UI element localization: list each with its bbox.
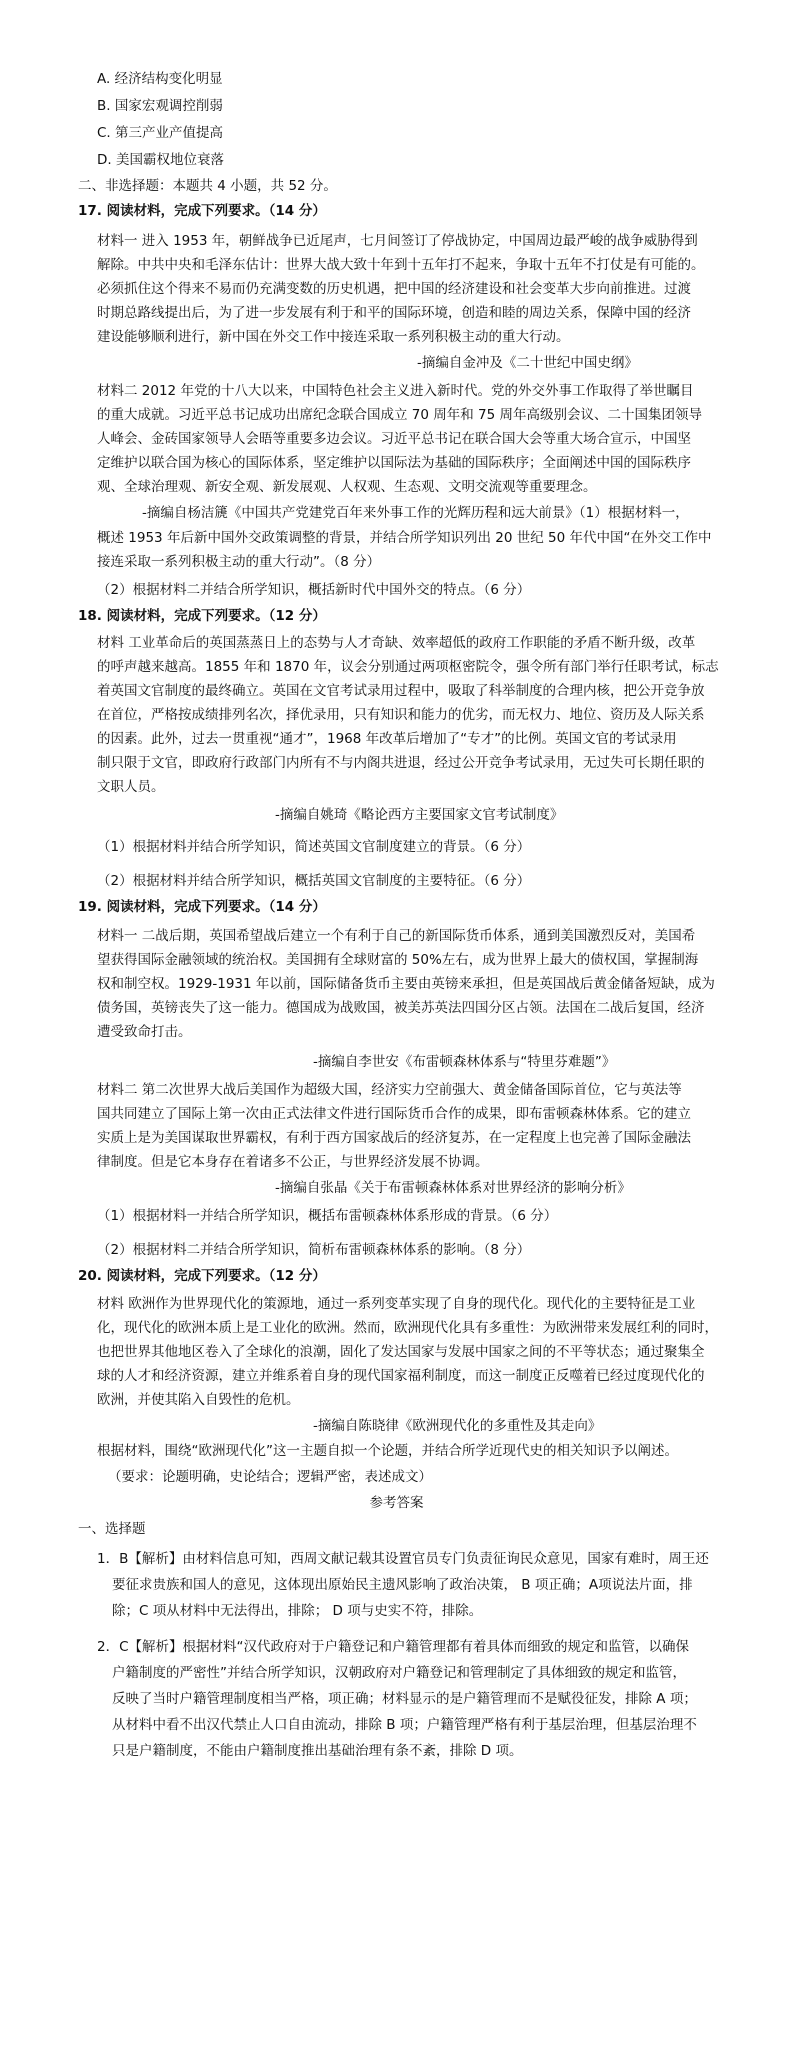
q19-m1-line: 权和制空权。1929-1931 年以前，国际储备货币主要由英镑来承担，但是英国战后黄金储备短缺，成为 [97, 976, 715, 992]
q18-material-line: 着英国文官制度的最终确立。英国在文官考试录用过程中，吸取了科举制度的合理内核，把公开竞争放 [97, 683, 705, 699]
q20-material-line: 球的人才和经济资源，建立并维系着自身的现代国家福利制度，而这一制度正反噬着已经过度现代化的 [97, 1368, 705, 1384]
q19-m2-line: 实质上是为美国谋取世界霸权，有利于西方国家战后的经济复苏，在一定程度上也完善了国际金融法 [97, 1130, 691, 1146]
q17-m1-line: 材料一 进入 1953 年，朝鲜战争已近尾声，七月间签订了停战协定，中国周边最严峻的战争威胁得到 [97, 233, 698, 249]
q20-task: 根据材料，围绕“欧洲现代化”这一主题自拟一个论题，并结合所学近现代史的相关知识予以阐述。 [97, 1443, 678, 1459]
q17-question-1: 概述 1953 年后新中国外交政策调整的背景，并结合所学知识列出 20 世纪 50 年代中国“在外交工作中 [97, 530, 712, 546]
q18-question-1: （1）根据材料并结合所学知识，简述英国文官制度建立的背景。（6 分） [97, 839, 531, 855]
q19-m1-line: 材料一 二战后期，英国希望战后建立一个有利于自己的新国际货币体系，通到美国激烈反对，美国希 [97, 928, 696, 944]
q19-m2-source: -摘编自张晶《关于布雷顿森林体系对世界经济的影响分析》 [275, 1180, 631, 1196]
section-2-title: 二、非选择题：本题共 4 小题，共 52 分。 [78, 178, 337, 194]
q17-m1-source: -摘编自金冲及《二十世纪中国史纲》 [417, 355, 638, 371]
q17-m1-line: 解除。中共中央和毛泽东估计：世界大战大致十年到十五年打不起来，争取十五年不打仗是有可能的。 [97, 257, 705, 273]
q17-m2-line: 材料二 2012 年党的十八大以来，中国特色社会主义进入新时代。党的外交外事工作取得了举世瞩目 [97, 383, 694, 399]
q17-title: 17. 阅读材料，完成下列要求。（14 分） [78, 203, 326, 219]
q18-material-line: 文职人员。 [97, 779, 165, 795]
q17-m2-source: -摘编自杨洁篪《中国共产党建党百年来外事工作的光辉历程和远大前景》（1）根据材料一， [142, 505, 689, 521]
q17-m2-line: 人峰会、金砖国家领导人会晤等重要多边会议。习近平总书记在联合国大会等重大场合宣示，中国坚 [97, 431, 691, 447]
q20-source: -摘编自陈晓律《欧洲现代化的多重性及其走向》 [313, 1418, 602, 1434]
q17-question-2: （2）根据材料二并结合所学知识，概括新时代中国外交的特点。（6 分） [97, 582, 531, 598]
answer-2-line: 反映了当时户籍管理制度相当严格，项正确；材料显示的是户籍管理而不是赋役征发，排除 A 项； [112, 1691, 697, 1707]
answers-heading: 参考答案 [369, 1495, 424, 1511]
answer-2-line: 2．C【解析】根据材料“汉代政府对于户籍登记和户籍管理都有着具体而细致的规定和监管，以确保 [97, 1639, 690, 1655]
q18-question-2: （2）根据材料并结合所学知识，概括英国文官制度的主要特征。（6 分） [97, 873, 531, 889]
answer-2-line: 户籍制度的严密性”并结合所学知识，汉朝政府对户籍登记和管理制定了具体细致的规定和监管， [112, 1665, 686, 1681]
q17-m2-line: 观、全球治理观、新安全观、新发展观、人权观、生态观、文明交流观等重要理念。 [97, 479, 597, 495]
q18-material-line: 制只限于文官，即政府行政部门内所有不与内阁共进退，经过公开竞争考试录用，无过失可长期任职的 [97, 755, 705, 771]
q19-question-2: （2）根据材料二并结合所学知识，简析布雷顿森林体系的影响。（8 分） [97, 1242, 531, 1258]
q18-material-line: 在首位，严格按成绩排列名次，择优录用，只有知识和能力的优劣，而无权力、地位、资历及人际关系 [97, 707, 705, 723]
q17-m1-line: 必须抓住这个得来不易而仍充满变数的历史机遇，把中国的经济建设和社会变革大步向前推进。过渡 [97, 281, 691, 297]
answer-1-line: 除；C 项从材料中无法得出，排除； D 项与史实不符，排除。 [112, 1603, 483, 1619]
q17-m2-line: 定维护以联合国为核心的国际体系，坚定维护以国际法为基础的国际秩序；全面阐述中国的国际秩序 [97, 455, 691, 471]
q19-m1-line: 债务国，英镑丧失了这一能力。德国成为战败国，被美苏英法四国分区占领。法国在二战后复国，经济 [97, 1000, 705, 1016]
q17-m1-line: 建设能够顺利进行，新中国在外交工作中接连采取一系列积极主动的重大行动。 [97, 329, 570, 345]
q18-material-line: 材料 工业革命后的英国蒸蒸日上的态势与人才奇缺、效率超低的政府工作职能的矛盾不断升级，改革 [97, 635, 696, 651]
q17-m1-line: 时期总路线提出后，为了进一步发展有利于和平的国际环境，创造和睦的周边关系，保障中国的经济 [97, 305, 691, 321]
q18-material-line: 的因素。此外，过去一贯重视“通才”，1968 年改革后增加了“专才”的比例。英国文官的考试录用 [97, 731, 677, 747]
q20-material-line: 欧洲，并使其陷入自毁性的危机。 [97, 1392, 300, 1408]
q19-m2-line: 律制度。但是它本身存在着诸多不公正，与世界经济发展不协调。 [97, 1154, 489, 1170]
q18-material-line: 的呼声越来越高。1855 年和 1870 年，议会分别通过两项枢密院令，强令所有部门举行任职考试，标志 [97, 659, 719, 675]
q19-m2-line: 国共同建立了国际上第一次由正式法律文件进行国际货币合作的成果，即布雷顿森林体系。它的建立 [97, 1106, 691, 1122]
answer-1-line: 1．B【解析】由材料信息可知，西周文献记载其设置官员专门负责征询民众意见，国家有难时，周王还 [97, 1551, 709, 1567]
option-c: C. 第三产业产值提高 [97, 125, 224, 141]
q20-title: 20. 阅读材料，完成下列要求。（12 分） [78, 1268, 326, 1284]
q19-m1-line: 望获得国际金融领域的统治权。美国拥有全球财富的 50%左右，成为世界上最大的债权国，掌握制海 [97, 952, 699, 968]
q19-m2-line: 材料二 第二次世界大战后美国作为超级大国，经济实力空前强大、黄金储备国际首位，它与英法等 [97, 1082, 682, 1098]
q19-m1-line: 遭受致命打击。 [97, 1024, 192, 1040]
option-a: A. 经济结构变化明显 [97, 71, 223, 87]
q20-material-line: 材料 欧洲作为世界现代化的策源地，通过一系列变革实现了自身的现代化。现代化的主要特征是工业 [97, 1296, 696, 1312]
q20-material-line: 也把世界其他地区卷入了全球化的浪潮，固化了发达国家与发展中国家之间的不平等状态；通过聚集全 [97, 1344, 705, 1360]
answer-1-line: 要征求贵族和国人的意见，这体现出原始民主遗风影响了政治决策， B 项正确；A项说法片面，排 [112, 1577, 693, 1593]
option-b: B. 国家宏观调控削弱 [97, 98, 223, 114]
q17-m2-line: 的重大成就。习近平总书记成功出席纪念联合国成立 70 周年和 75 周年高级别会议、二十国集团领导 [97, 407, 703, 423]
answers-section-title: 一、选择题 [78, 1521, 146, 1537]
q17-question-1: 接连采取一系列积极主动的重大行动”。（8 分） [97, 554, 381, 570]
option-d: D. 美国霸权地位衰落 [97, 152, 224, 168]
q19-m1-source: -摘编自李世安《布雷顿森林体系与“特里芬难题”》 [313, 1054, 616, 1070]
q19-question-1: （1）根据材料一并结合所学知识，概括布雷顿森林体系形成的背景。（6 分） [97, 1208, 558, 1224]
answer-2-line: 从材料中看不出汉代禁止人口自由流动，排除 B 项；户籍管理严格有利于基层治理，但基层治理不 [112, 1717, 697, 1733]
q19-title: 19. 阅读材料，完成下列要求。（14 分） [78, 899, 326, 915]
answer-2-line: 只是户籍制度，不能由户籍制度推出基础治理有条不紊，排除 D 项。 [112, 1743, 523, 1759]
q20-material-line: 化，现代化的欧洲本质上是工业化的欧洲。然而，欧洲现代化具有多重性：为欧洲带来发展红利的同时， [97, 1320, 718, 1336]
q20-requirement: （要求：论题明确，史论结合；逻辑严密，表述成文） [108, 1469, 432, 1485]
q18-source: -摘编自姚琦《略论西方主要国家文官考试制度》 [275, 807, 564, 823]
q18-title: 18. 阅读材料，完成下列要求。（12 分） [78, 608, 326, 624]
